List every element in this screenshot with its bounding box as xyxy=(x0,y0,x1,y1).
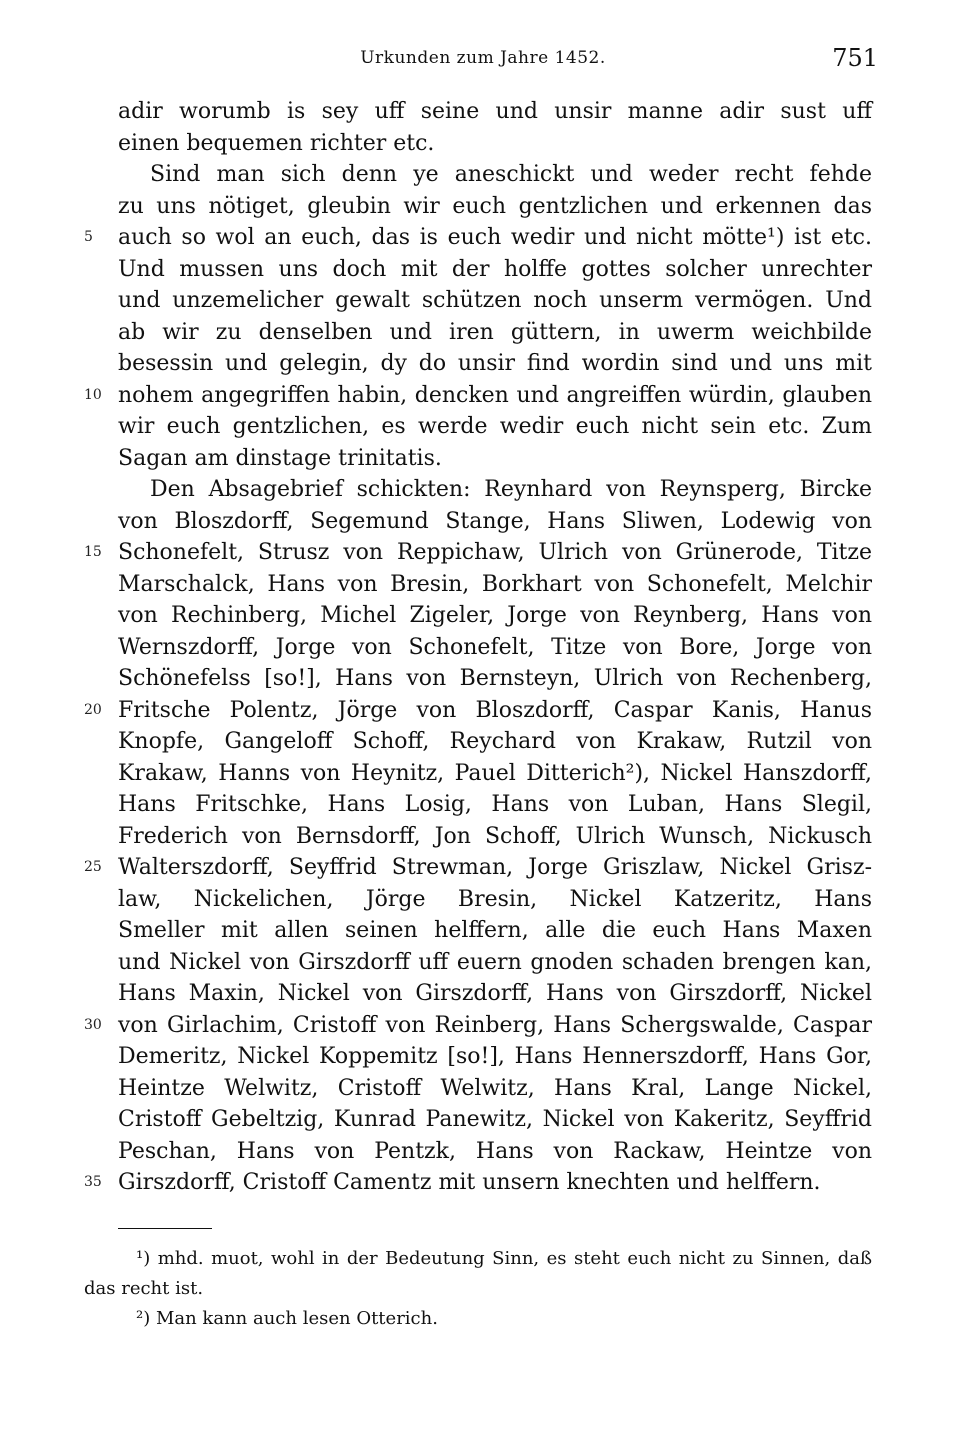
text-line xyxy=(118,726,872,758)
footnote-separator xyxy=(118,1228,212,1229)
line-text: und Nickel von Girszdorff uff euern gnoden schaden brengen kan, xyxy=(118,949,872,975)
line-text: von Bloszdorff, Segemund Stange, Hans Sliwen, Lodewig von xyxy=(118,508,872,534)
line-number: 30 xyxy=(84,1016,102,1033)
line-text: Hans Maxin, Nickel von Girszdorff, Hans von Girszdorff, Nickel xyxy=(118,981,872,1006)
line-text: auch so wol an euch, das is euch wedir und nicht mötte¹) ist etc. xyxy=(118,225,872,250)
text-line xyxy=(118,254,872,286)
text-line xyxy=(118,506,872,538)
text-line xyxy=(118,1073,872,1105)
line-text: Walterszdorff, Seyffrid Strewman, Jorge Griszlaw, Nickel Grisz- xyxy=(118,855,872,880)
text-line xyxy=(118,96,872,128)
text-line xyxy=(118,1104,872,1136)
line-text: Heintze Welwitz, Cristoff Welwitz, Hans Kral, Lange Nickel, xyxy=(118,1075,872,1101)
line-number: 25 xyxy=(84,859,102,875)
line-text: Sagan am dinstage trinitatis. xyxy=(118,445,442,471)
line-text: Peschan, Hans von Pentzk, Hans von Rackaw, Heintze von xyxy=(118,1138,872,1164)
line-text: besessin und gelegin, dy do unsir find wordin sind und uns mit xyxy=(118,351,872,376)
text-line xyxy=(118,285,872,317)
text-line xyxy=(118,191,872,223)
text-line xyxy=(118,1136,872,1168)
text-line xyxy=(118,884,872,916)
line-text: wir euch gentzlichen, es werde wedir euch nicht sein etc. Zum xyxy=(118,414,872,439)
line-text: Smeller mit allen seinen helffern, alle die euch Hans Maxen xyxy=(118,918,872,943)
text-line xyxy=(118,821,872,853)
footnote-1: ¹) mhd. muot, wohl in der Bedeutung Sinn, es steht euch nicht zu Sinnen, daß xyxy=(136,1248,872,1269)
line-text: adir worumb is sey uff seine und unsir manne adir sust uff xyxy=(118,99,872,124)
text-line xyxy=(118,411,872,443)
text-line xyxy=(84,852,872,884)
line-number: 5 xyxy=(84,229,93,245)
line-text: Cristoff Gebeltzig, Kunrad Panewitz, Nickel von Kakeritz, Seyffrid xyxy=(118,1107,872,1132)
text-line xyxy=(118,632,872,664)
running-title: Urkunden zum Jahre 1452. xyxy=(360,48,606,68)
line-text: Krakaw, Hanns von Heynitz, Pauel Ditterich²), Nickel Hanszdorff, xyxy=(118,760,872,786)
text-line xyxy=(84,1010,872,1042)
line-text: Marschalck, Hans von Bresin, Borkhart von Schonefelt, Melchir xyxy=(118,571,872,597)
text-line xyxy=(118,1041,872,1073)
line-text: Wernszdorff, Jorge von Schonefelt, Titze von Bore, Jorge von xyxy=(118,634,872,660)
line-text: Demeritz, Nickel Koppemitz [so!], Hans Hennerszdorff, Hans Gor, xyxy=(118,1044,872,1069)
line-number: 35 xyxy=(84,1174,102,1190)
text-line xyxy=(118,474,872,506)
footnote-1-continuation: das recht ist. xyxy=(84,1278,204,1299)
text-line xyxy=(118,128,872,160)
text-line xyxy=(118,663,872,695)
page-header xyxy=(0,44,960,84)
line-number: 15 xyxy=(84,544,102,560)
text-line xyxy=(84,222,872,254)
text-line xyxy=(84,537,872,569)
text-line xyxy=(118,317,872,349)
line-text: Den Absagebrief schickten: Reynhard von Reynsperg, Bircke xyxy=(150,477,872,502)
line-text: Und mussen uns doch mit der holffe gottes solcher unrechter xyxy=(118,256,872,282)
text-line xyxy=(118,915,872,947)
main-text xyxy=(84,96,872,1199)
line-text: einen bequemen richter etc. xyxy=(118,130,435,156)
footnotes xyxy=(84,1244,872,1334)
text-line xyxy=(118,947,872,979)
text-line xyxy=(118,978,872,1010)
text-line xyxy=(84,380,872,412)
line-text: ab wir zu denselben und iren güttern, in uwerm weichbilde xyxy=(118,319,872,345)
line-number: 10 xyxy=(84,386,102,403)
line-text: law, Nickelichen, Jörge Bresin, Nickel Katzeritz, Hans xyxy=(118,886,872,912)
line-text: und unzemelicher gewalt schützen noch unserm vermögen. Und xyxy=(118,288,872,313)
line-text: Schonefelt, Strusz von Reppichaw, Ulrich von Grünerode, Titze xyxy=(118,540,872,565)
text-line xyxy=(118,443,872,475)
footnote-2: ²) Man kann auch lesen Otterich. xyxy=(136,1308,438,1329)
text-line xyxy=(118,758,872,790)
text-line xyxy=(84,1167,872,1199)
line-text: von Rechinberg, Michel Zigeler, Jorge von Reynberg, Hans von xyxy=(118,603,872,628)
page-number: 751 xyxy=(832,44,878,72)
text-line xyxy=(118,569,872,601)
text-line xyxy=(118,348,872,380)
line-text: zu uns nötiget, gleubin wir euch gentzlichen und erkennen das xyxy=(118,193,872,219)
line-text: nohem angegriffen habin, dencken und angreiffen würdin, glauben xyxy=(118,382,872,408)
line-text: von Girlachim, Cristoff von Reinberg, Hans Schergswalde, Caspar xyxy=(118,1012,872,1038)
line-text: Fritsche Polentz, Jörge von Bloszdorff, Caspar Kanis, Hanus xyxy=(118,697,872,723)
line-text: Sind man sich denn ye aneschickt und weder recht fehde xyxy=(150,162,872,187)
text-line xyxy=(118,789,872,821)
text-line xyxy=(84,695,872,727)
text-line xyxy=(118,600,872,632)
text-line xyxy=(118,159,872,191)
line-text: Girszdorff, Cristoff Camentz mit unsern knechten und helffern. xyxy=(118,1170,821,1195)
line-text: Hans Fritschke, Hans Losig, Hans von Luban, Hans Slegil, xyxy=(118,792,872,817)
line-text: Frederich von Bernsdorff, Jon Schoff, Ulrich Wunsch, Nickusch xyxy=(118,823,872,849)
line-text: Schönefelss [so!], Hans von Bernsteyn, Ulrich von Rechenberg, xyxy=(118,666,872,691)
line-number: 20 xyxy=(84,701,102,718)
line-text: Knopfe, Gangeloff Schoff, Reychard von Krakaw, Rutzil von xyxy=(118,729,872,754)
